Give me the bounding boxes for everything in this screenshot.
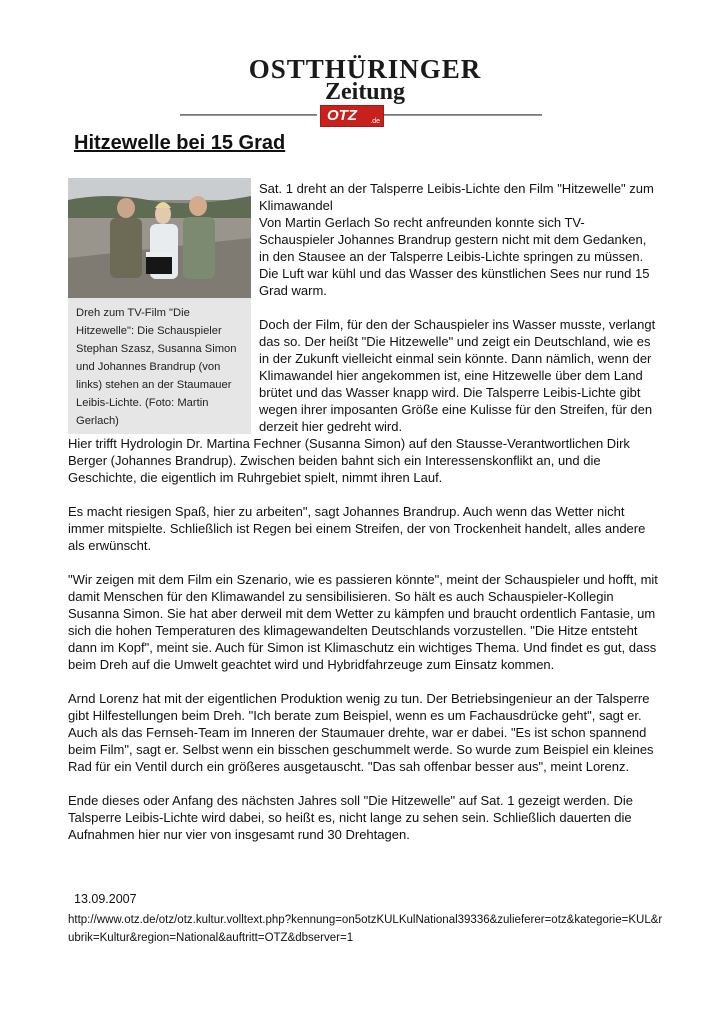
masthead bbox=[180, 55, 550, 103]
masthead-rule-left bbox=[180, 114, 317, 116]
article-paragraph-3: Es macht riesigen Spaß, hier zu arbeiten", sagt Johannes Brandrup. Auch wenn das Wetter nicht immer mitspielte. Schließlich ist Regen bei einem Streifen, der von Trockenheit handelt, alles andere als erwünscht. bbox=[68, 504, 646, 553]
source-url[interactable]: http://www.otz.de/otz/otz.kultur.volltext.php?kennung=on5otzKULKulNational39336&zulieferer=otz&kategorie=KUL&rubrik=Kultur&region=National&auftritt=OTZ&dbserver=1 bbox=[68, 914, 663, 944]
otz-logo-suffix: .de bbox=[370, 118, 380, 125]
article-paragraph-1: Von Martin Gerlach So recht anfreunden konnte sich TV-Schauspieler Johannes Brandrup gestern nicht mit dem Gedanken, in den Stausee an der Talsperre Leibis-Lichte springen zu müssen. Die Luft war kühl und das Wasser des künstlichen Sees nur rund 15 Grad warm. bbox=[259, 215, 650, 298]
article-lead: Sat. 1 dreht an der Talsperre Leibis-Lichte den Film "Hitzewelle" zum Klimawandel bbox=[259, 181, 654, 213]
article-paragraph-2a: Doch der Film, für den der Schauspieler ins Wasser musste, verlangt das so. Der heißt "Die Hitzewelle" und zeigt ein Deutschland, wie es in der Zukunft vielleicht einmal sein könnte. Dann nämlich, wenn der Klimawandel hier angekommen ist, eine Hitzewelle über dem Land brütet und das Wasser knapp wird. Die Talsperre Leibis-Lichte gibt wegen ihrer imposanten Größe eine Kulisse für den Streifen, für den derzeit hier gedreht wird. bbox=[259, 317, 656, 434]
masthead-subtitle: Zeitung bbox=[324, 79, 405, 105]
masthead-rule-right bbox=[384, 114, 542, 116]
otz-logo-text: OTZ bbox=[327, 107, 357, 124]
article-paragraph-2b: Hier trifft Hydrologin Dr. Martina Fechner (Susanna Simon) auf den Stausse-Verantwortlichen Dirk Berger (Johannes Brandrup). Zwischen beiden bahnt sich ein Interessenskonflikt an, und die Geschichte, die eigentlich im Ruhrgebiet spielt, nimmt ihren Lauf. bbox=[68, 436, 630, 485]
otz-logo bbox=[320, 105, 384, 127]
article-photo bbox=[68, 178, 251, 298]
photo-caption: Dreh zum TV-Film "Die Hitzewelle": Die Schauspieler Stephan Szasz, Susanna Simon und Johannes Brandrup (von links) stehen an der Staumauer Leibis-Lichte. (Foto: Martin Gerlach) bbox=[68, 298, 251, 434]
article-paragraph-5: Arnd Lorenz hat mit der eigentlichen Produktion wenig zu tun. Der Betriebsingenieur an der Talsperre gibt Hilfestellungen beim Dreh. "Ich berate zum Beispiel, wenn es um Fachausdrücke geht", sagt er. Auch als das Fernseh-Team im Inneren der Staumauer drehte, war er dabei. "Es ist schon spannend beim Film", sagt er. Selbst wenn ein bisschen geschummelt werde. So wurde zum Beispiel ein kleines Rad für ein Ventil durch ein größeres ausgetauscht. "Das sah offenbar besser aus", meint Lorenz. bbox=[68, 691, 654, 774]
publication-date: 13.09.2007 bbox=[74, 892, 137, 906]
masthead-title: OSTTHÜRINGER bbox=[248, 54, 482, 84]
article-intro bbox=[259, 180, 659, 299]
article-paragraph-6: Ende dieses oder Anfang des nächsten Jahres soll "Die Hitzewelle" auf Sat. 1 gezeigt werden. Die Talsperre Leibis-Lichte wird dabei, so heißt es, nicht lange zu sehen sein. Schließlich dauerten die Aufnahmen hier nur vier von insgesamt rund 30 Drehtagen. bbox=[68, 793, 633, 842]
article-paragraph-4: "Wir zeigen mit dem Film ein Szenario, wie es passieren könnte", meint der Schauspieler und hofft, mit damit Menschen für den Klimawandel zu sensibilisieren. So hält es auch Schauspieler-Kollegin Susanna Simon. Sie hat aber derweil mit dem Wetter zu kämpfen und braucht ordentlich Fantasie, um sich die hohen Temperaturen des klimagewandelten Deutschlands vorzustellen. "Die Hitze entsteht dann im Kopf", meint sie. Auch für Simon ist Klimaschutz ein wichtiges Thema. Und findet es gut, dass beim Dreh auf die Umwelt geachtet wird und Hybridfahrzeuge zum Einsatz kommen. bbox=[68, 572, 658, 672]
headline: Hitzewelle bei 15 Grad bbox=[74, 132, 286, 154]
photo-illustration bbox=[68, 178, 251, 298]
article-body bbox=[68, 435, 660, 860]
